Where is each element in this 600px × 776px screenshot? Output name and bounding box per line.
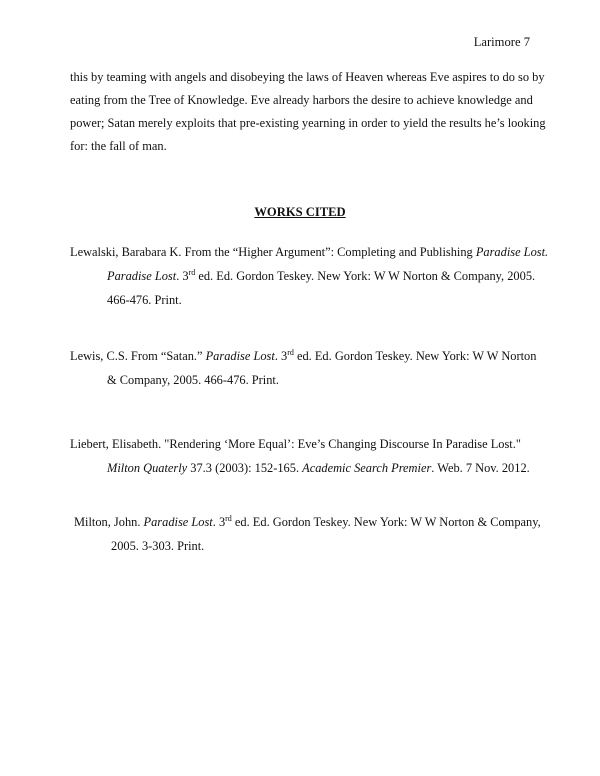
edition-superscript: rd [225, 514, 232, 523]
citation-title: Milton Quaterly [107, 461, 188, 475]
citation-entry [74, 510, 554, 558]
edition-superscript: rd [287, 348, 294, 357]
citation-text: ed. Ed. Gordon Teskey. New York: W W Norton [293, 349, 537, 363]
body-line: power; Satan merely exploits that pre-existing yearning in order to yield the results he’s looking [70, 116, 546, 130]
citation-line [70, 456, 550, 480]
citation-text: . 3 [212, 515, 226, 529]
citation-line: 466-476. Print. [107, 293, 182, 307]
citation-line [70, 240, 550, 264]
citation-line [70, 344, 550, 368]
citation-text: 37.3 (2003): 152-165. [187, 461, 303, 475]
body-paragraph [70, 66, 546, 158]
citation-title: Paradise Lost. [475, 245, 549, 259]
citation-title: Paradise Lost [107, 269, 177, 283]
works-cited-heading: WORKS CITED [254, 205, 346, 219]
body-line: eating from the Tree of Knowledge. Eve already harbors the desire to achieve knowledge and [70, 93, 533, 107]
citation-text: Milton, John. [74, 515, 144, 529]
citation-entry [70, 344, 550, 392]
citation-line [74, 510, 554, 534]
citation-line: 2005. 3-303. Print. [111, 539, 205, 553]
citation-title: Paradise Lost [143, 515, 213, 529]
citation-text: . Web. 7 Nov. 2012. [431, 461, 530, 475]
citation-line: Liebert, Elisabeth. "Rendering ‘More Equal’: Eve’s Changing Discourse In Paradise Lost." [70, 437, 521, 451]
citation-text: . 3 [176, 269, 189, 283]
body-line: for: the fall of man. [70, 139, 167, 153]
citation-text: . 3 [274, 349, 288, 363]
citation-text: Lewis, C.S. From “Satan.” [70, 349, 206, 363]
citation-entry [70, 240, 550, 312]
citation-text: ed. Ed. Gordon Teskey. New York: W W Norton & Company, [231, 515, 541, 529]
citation-entry [70, 432, 550, 480]
citation-text: ed. Ed. Gordon Teskey. New York: W W Norton & Company, 2005. [195, 269, 536, 283]
citation-line: & Company, 2005. 466-476. Print. [107, 373, 279, 387]
edition-superscript: rd [188, 268, 196, 277]
citation-title: Paradise Lost [205, 349, 275, 363]
citation-database: Academic Search Premier [302, 461, 432, 475]
running-head: Larimore 7 [473, 35, 530, 49]
citation-text: Lewalski, Barabara K. From the “Higher Argument”: Completing and Publishing [70, 245, 476, 259]
body-line: this by teaming with angels and disobeying the laws of Heaven whereas Eve aspires to do so by [70, 70, 545, 84]
citation-line [70, 264, 550, 288]
